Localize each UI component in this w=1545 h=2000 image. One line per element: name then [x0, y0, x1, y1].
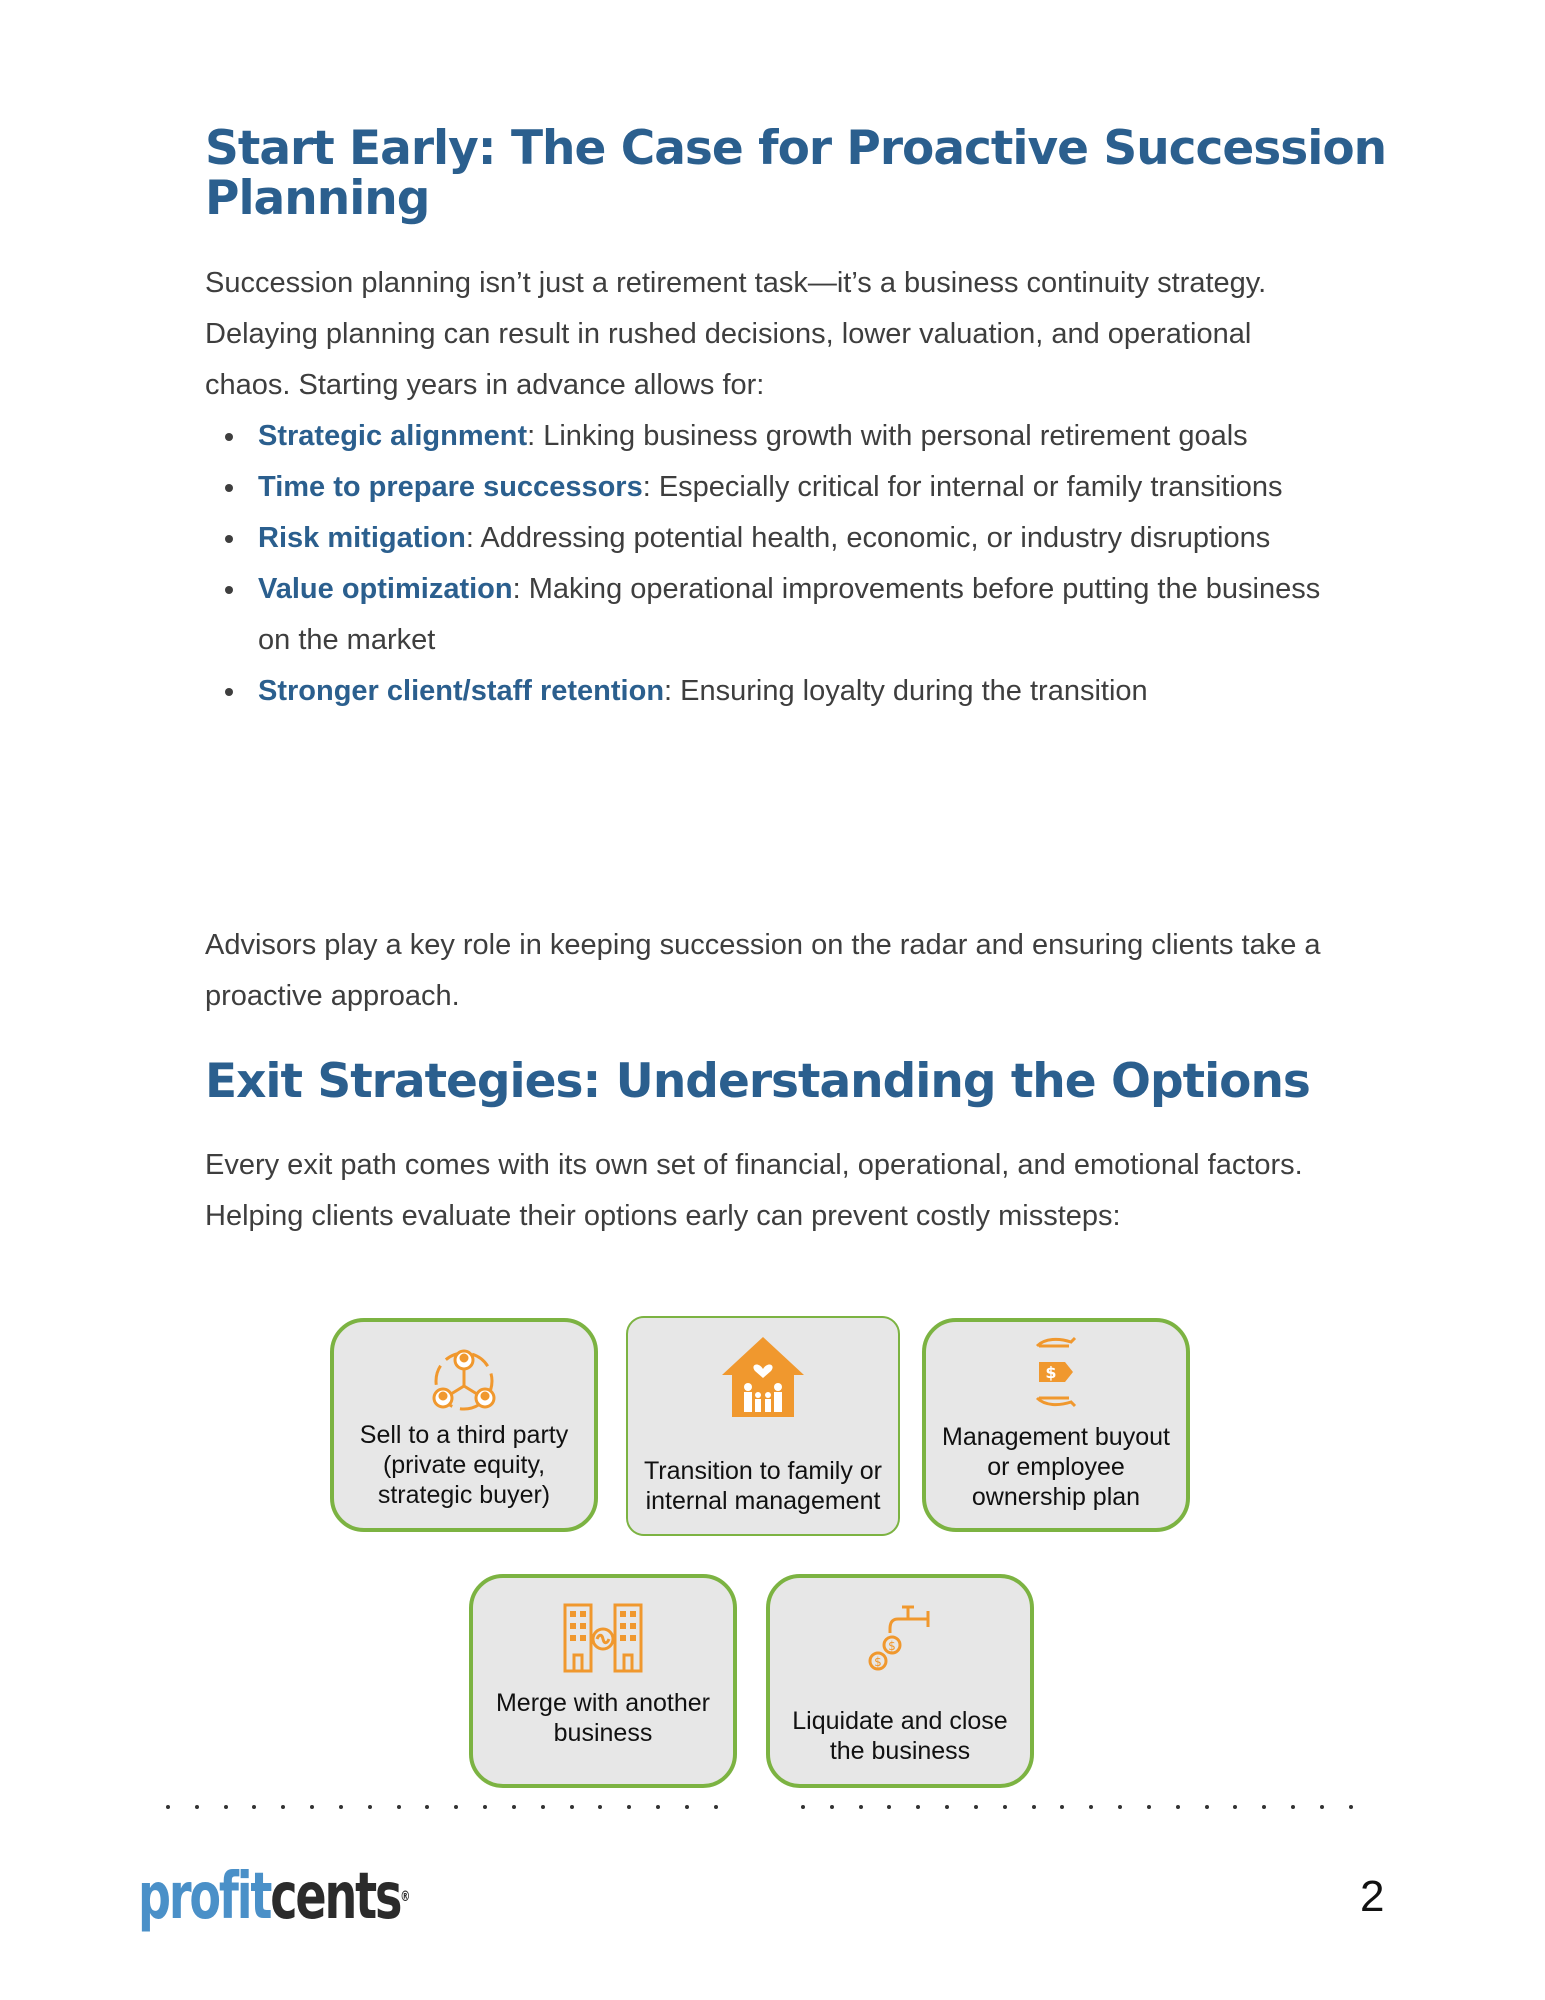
- list-item: [205, 564, 1335, 666]
- section-title-start-early: Start Early: The Case for Proactive Succession Planning: [205, 121, 1387, 226]
- bullet-text: : Linking business growth with personal retirement goals: [527, 420, 1248, 452]
- network-people-icon: [334, 1336, 594, 1426]
- section1-closing: Advisors play a key role in keeping succession on the radar and ensuring clients take a proactive approach.: [205, 929, 1321, 1012]
- card-label: Liquidate and close the business: [792, 1707, 1008, 1765]
- card-label: Merge with another business: [495, 1689, 710, 1747]
- option-card-liquidate: [766, 1574, 1034, 1788]
- bullet-term: Strategic alignment: [258, 420, 528, 452]
- page-number: 2: [1360, 1872, 1385, 1921]
- hands-money-icon: [926, 1330, 1186, 1414]
- bullet-term: Stronger client/staff retention: [258, 675, 665, 707]
- svg-text:$: $: [888, 1639, 896, 1653]
- section1-intro: Succession planning isn’t just a retirement task—it’s a business continuity strategy. Delaying planning can result in rushed decisions, lower valuation, and operational chaos. Starting years in advance allows for:: [205, 267, 1267, 401]
- dotted-divider-left: [166, 1805, 718, 1813]
- bullet-term: Time to prepare successors: [258, 471, 643, 503]
- bullet-text: : Ensuring loyalty during the transition: [664, 675, 1148, 707]
- list-item: [205, 411, 1335, 462]
- option-card-third-party: [330, 1318, 598, 1532]
- logo-registered-mark: ®: [400, 1889, 411, 1905]
- bullet-text: : Making operational improvements before putting the business on the market: [258, 573, 1321, 656]
- list-item: [205, 513, 1335, 564]
- merge-buildings-icon: [473, 1592, 733, 1682]
- logo-part-profit: profit: [138, 1860, 271, 1934]
- money-faucet-icon: [770, 1592, 1030, 1682]
- card-label: Management buyout or employee ownership plan: [942, 1423, 1170, 1511]
- svg-text:$: $: [874, 1655, 882, 1669]
- bullet-term: Value optimization: [258, 573, 513, 605]
- dotted-divider-right: [801, 1805, 1353, 1813]
- list-item: [205, 462, 1335, 513]
- option-card-management-buyout: [922, 1318, 1190, 1532]
- bullet-text: : Especially critical for internal or family transitions: [642, 471, 1283, 503]
- list-item: [205, 666, 1335, 717]
- benefits-list: [205, 411, 1335, 717]
- logo-part-cents: cents: [270, 1860, 401, 1934]
- section2-intro: Every exit path comes with its own set of financial, operational, and emotional factors. Helping clients evaluate their options early can prevent costly missteps:: [205, 1149, 1303, 1232]
- profitcents-logo: [138, 1862, 410, 1932]
- bullet-text: : Addressing potential health, economic, or industry disruptions: [465, 522, 1271, 554]
- svg-text:$: $: [1045, 1363, 1057, 1382]
- section-title-exit-strategies: Exit Strategies: Understanding the Options: [205, 1054, 1310, 1109]
- card-label: Sell to a third party (private equity, strategic buyer): [359, 1421, 569, 1509]
- option-card-merge: [469, 1574, 737, 1788]
- card-label: Transition to family or internal management: [643, 1457, 883, 1515]
- bullet-term: Risk mitigation: [258, 522, 466, 554]
- family-house-icon: [628, 1332, 898, 1422]
- option-card-family-transition: [626, 1316, 900, 1536]
